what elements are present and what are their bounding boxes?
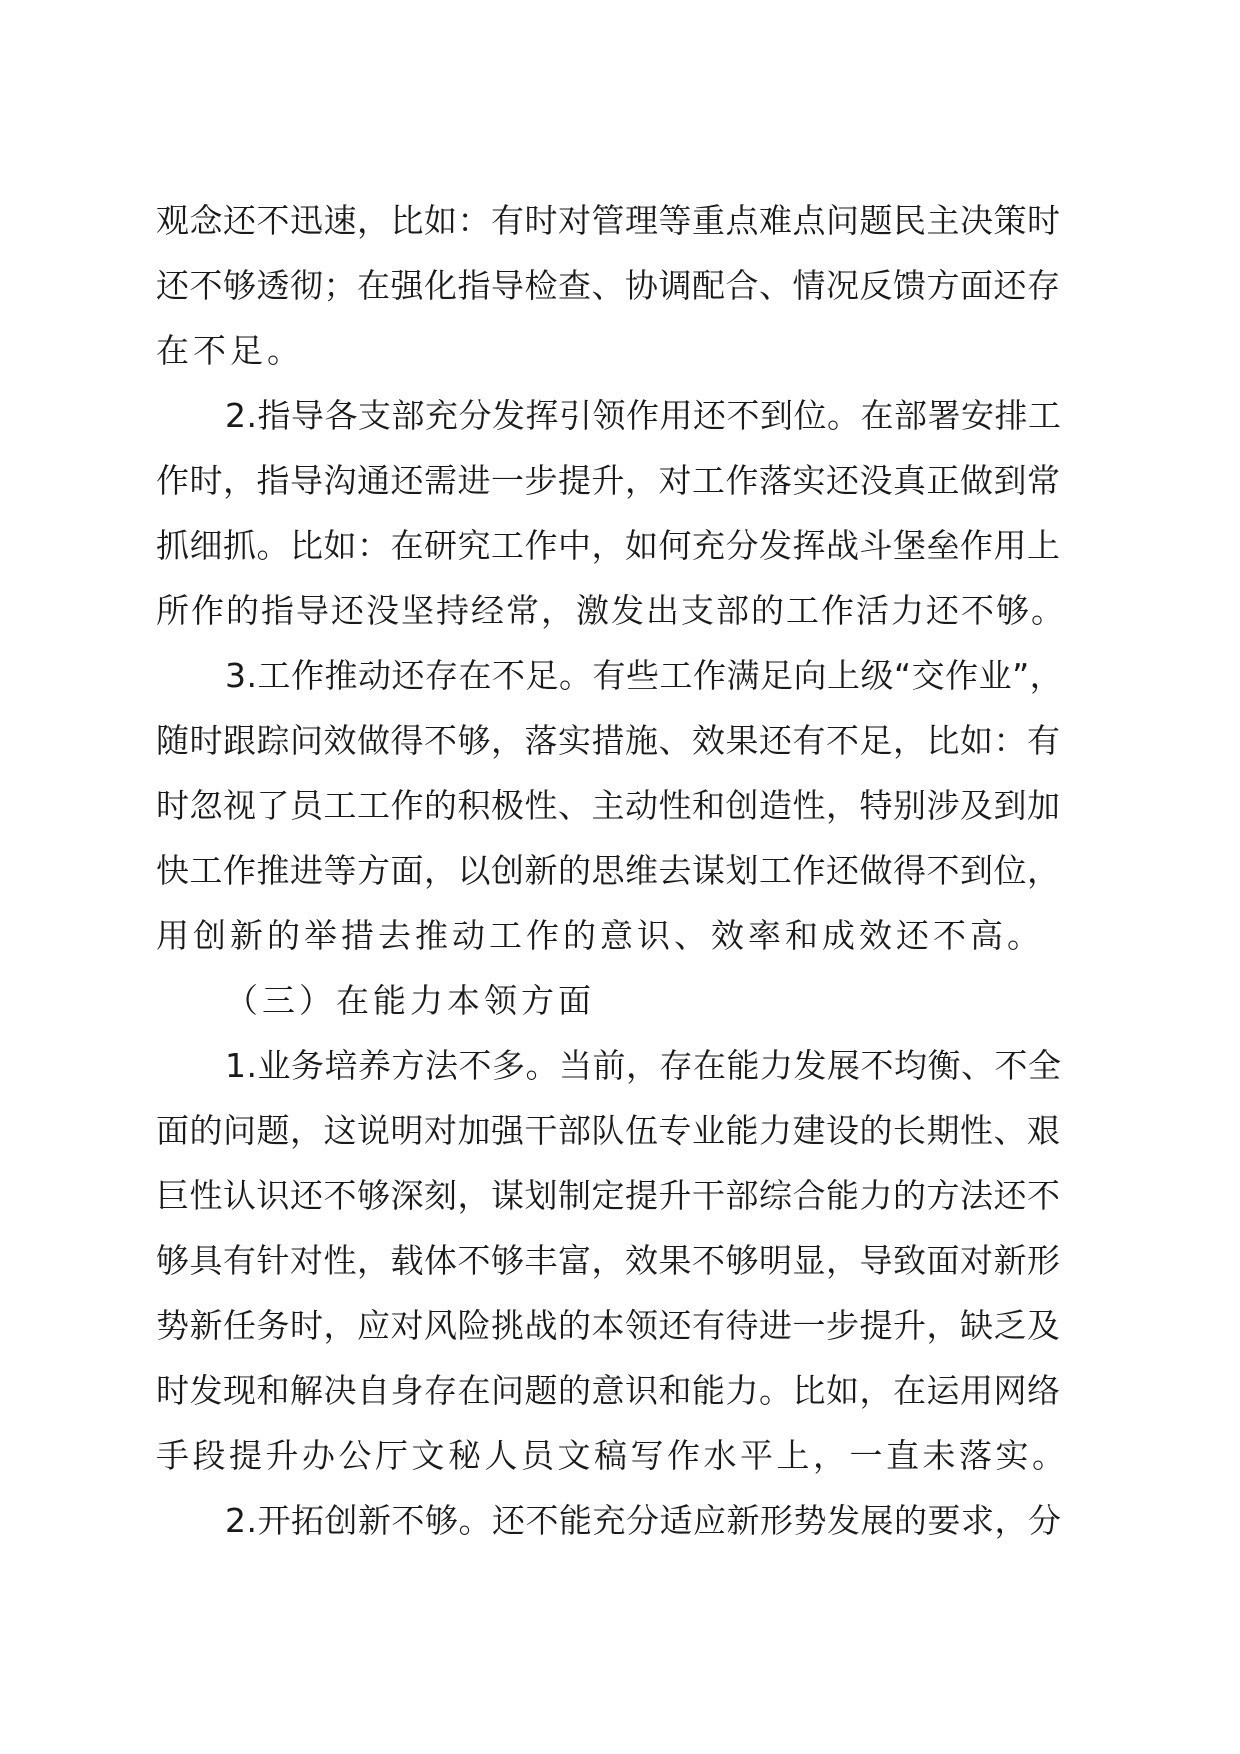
section-heading: （三）在能力本领方面 (225, 981, 595, 1020)
text-line: 抓细抓。比如：在研究工作中，如何充分发挥战斗堡垒作用上 (156, 526, 1061, 565)
text-line: 势新任务时，应对风险挑战的本领还有待进一步提升，缺乏及 (156, 1306, 1061, 1345)
text-line: 所作的指导还没坚持经常，激发出支部的工作活力还不够。 (156, 591, 1066, 630)
paragraph-heading-line: 1.业务培养方法不多。当前，存在能力发展不均衡、不全 (225, 1046, 1062, 1085)
text-line: 时忽视了员工工作的积极性、主动性和创造性，特别涉及到加 (156, 786, 1061, 825)
text-line: 随时跟踪问效做得不够，落实措施、效果还有不足，比如：有 (156, 721, 1061, 760)
paragraph-heading-line: 2.指导各支部充分发挥引领作用还不到位。在部署安排工 (225, 396, 1062, 435)
text-line: 在不足。 (156, 331, 304, 370)
text-line: 面的问题，这说明对加强干部队伍专业能力建设的长期性、艰 (156, 1111, 1061, 1150)
text-line: 作时，指导沟通还需进一步提升，对工作落实还没真正做到常 (156, 461, 1061, 500)
paragraph-heading-line: 3.工作推动还存在不足。有些工作满足向上级“交作业”， (225, 656, 1064, 695)
paragraph-heading-line: 2.开拓创新不够。还不能充分适应新形势发展的要求，分 (225, 1501, 1062, 1540)
text-line: 巨性认识还不够深刻，谋划制定提升干部综合能力的方法还不 (156, 1176, 1061, 1215)
text-line: 用创新的举措去推动工作的意识、效率和成效还不高。 (156, 916, 1044, 955)
document-page (156, 188, 1072, 1553)
text-line: 还不够透彻；在强化指导检查、协调配合、情况反馈方面还存 (156, 266, 1061, 305)
text-line: 快工作推进等方面，以创新的思维去谋划工作还做得不到位， (156, 851, 1061, 890)
text-line: 够具有针对性，载体不够丰富，效果不够明显，导致面对新形 (156, 1241, 1061, 1280)
text-line: 时发现和解决自身存在问题的意识和能力。比如，在运用网络 (156, 1371, 1061, 1410)
text-line: 观念还不迅速，比如：有时对管理等重点难点问题民主决策时 (156, 201, 1061, 240)
text-line: 手段提升办公厅文秘人员文稿写作水平上，一直未落实。 (156, 1436, 1069, 1475)
